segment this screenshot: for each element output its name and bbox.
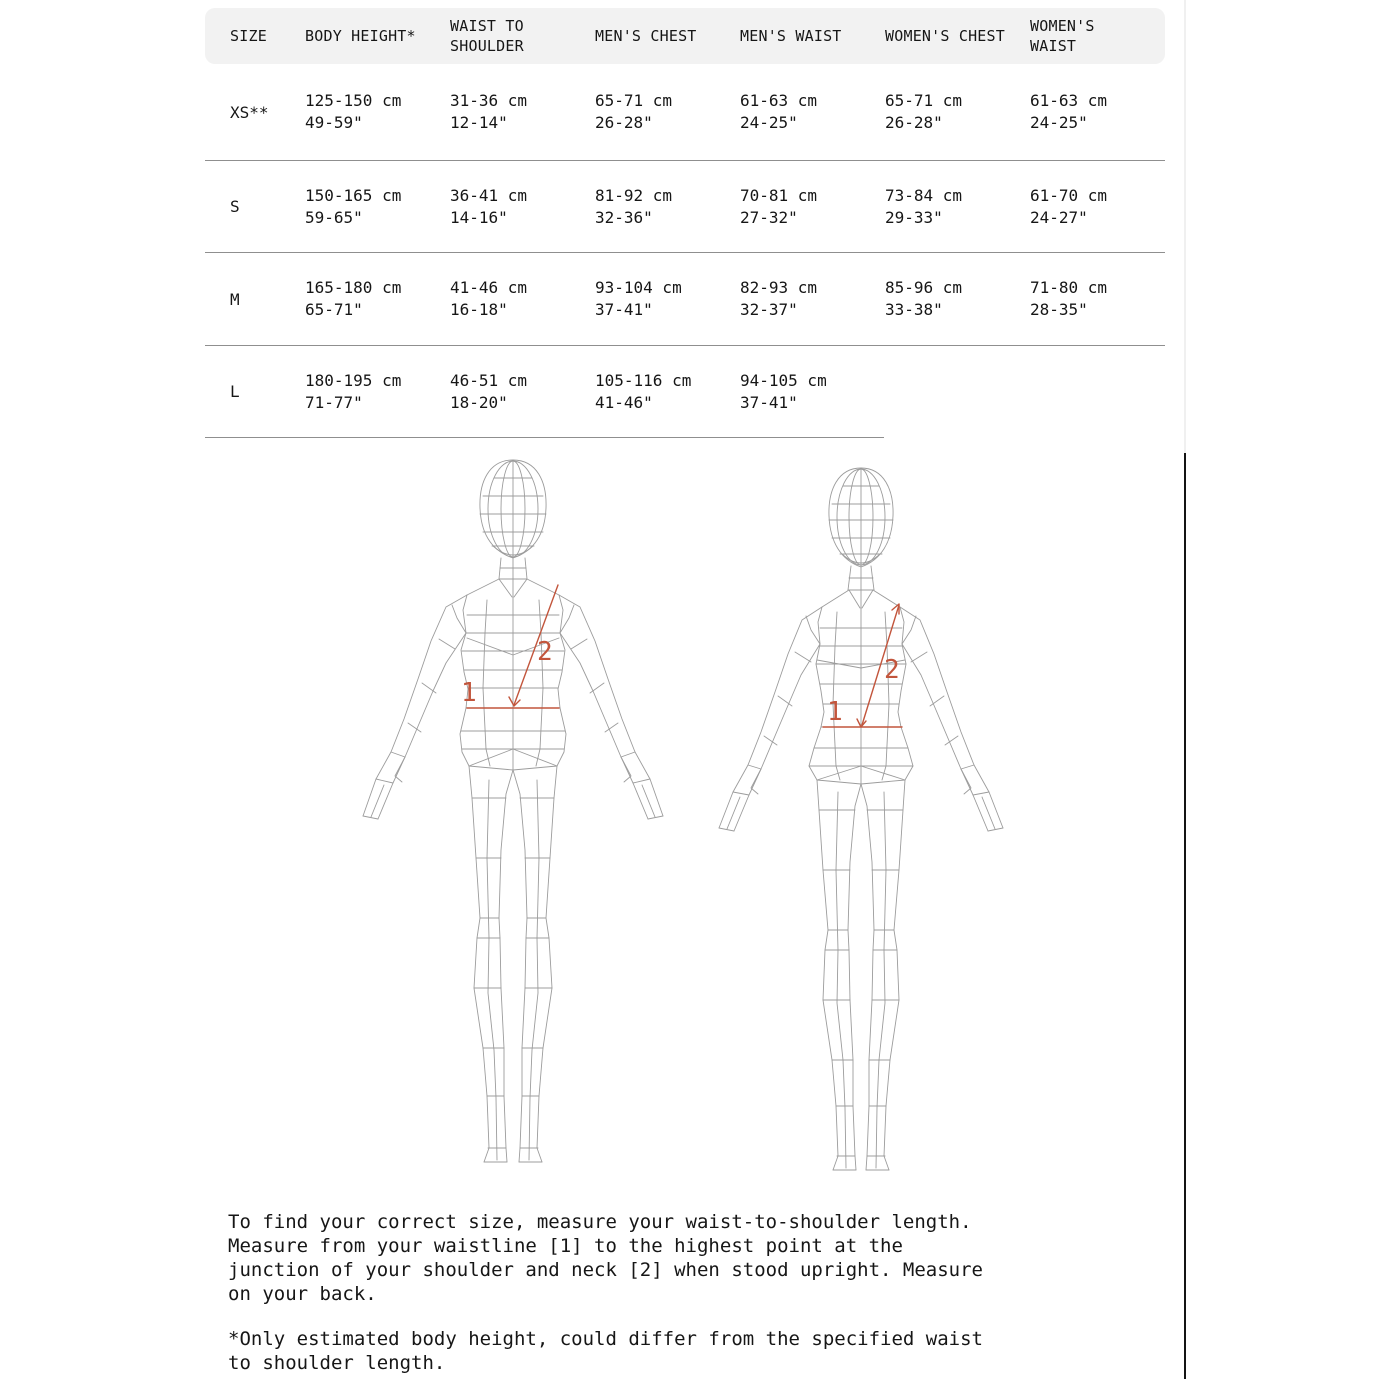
- table-cell: 81-92 cm 32-36": [595, 185, 673, 227]
- female-shoulder-measurement-label: 2: [884, 655, 900, 685]
- footnote-line: to shoulder length.: [228, 1352, 446, 1374]
- column-header-body-height: BODY HEIGHT*: [305, 27, 416, 45]
- table-row-xs: [205, 64, 1165, 161]
- column-header-mens-waist: MEN'S WAIST: [740, 27, 842, 45]
- size-label: S: [230, 197, 240, 216]
- male-wireframe-mesh: [363, 460, 663, 1162]
- table-cell: 82-93 cm 32-37": [740, 278, 818, 319]
- table-row-s: [205, 161, 1165, 253]
- column-header-size: SIZE: [230, 27, 267, 45]
- table-row-m: [205, 253, 1165, 346]
- column-header-mens-chest: MEN'S CHEST: [595, 27, 697, 45]
- table-cell: 65-71 cm 26-28": [595, 91, 673, 132]
- size-chart-table: [205, 8, 1165, 438]
- table-header-row: [205, 8, 1165, 64]
- table-cell: 61-63 cm 24-25": [1030, 91, 1108, 132]
- measurement-instructions: [228, 1210, 983, 1375]
- column-header-waist-to-shoulder: WAIST TO SHOULDER: [450, 17, 524, 55]
- table-cell: 165-180 cm 65-71": [305, 278, 402, 319]
- table-cell: 31-36 cm 12-14": [450, 91, 528, 132]
- female-arrowhead-bottom: [857, 719, 866, 727]
- male-waist-measurement-label: 1: [461, 678, 477, 708]
- table-cell: 61-63 cm 24-25": [740, 91, 818, 132]
- table-cell: 73-84 cm 29-33": [885, 185, 963, 227]
- table-cell: 46-51 cm 18-20": [450, 370, 528, 412]
- size-label: XS**: [230, 102, 269, 122]
- table-cell: 70-81 cm 27-32": [740, 185, 818, 227]
- table-cell: 36-41 cm 14-16": [450, 185, 528, 227]
- table-cell: 61-70 cm 24-27": [1030, 185, 1108, 227]
- table-cell: 94-105 cm 37-41": [740, 370, 827, 412]
- table-cell: 150-165 cm 59-65": [305, 185, 402, 227]
- how-to-text-line: on your back.: [228, 1283, 377, 1305]
- footnote-line: *Only estimated body height, could differ from the specified waist: [228, 1328, 983, 1350]
- column-header-womens-chest: WOMEN'S CHEST: [885, 27, 1005, 45]
- table-cell: 180-195 cm 71-77": [305, 370, 402, 412]
- how-to-text-line: junction of your shoulder and neck [2] when stood upright. Measure: [228, 1259, 983, 1281]
- table-cell: 85-96 cm 33-38": [885, 278, 963, 319]
- female-wireframe-mesh: [719, 468, 1003, 1170]
- male-measurement-annotations: [461, 585, 559, 708]
- body-height-footnote: [228, 1327, 983, 1375]
- male-arrowhead: [509, 697, 520, 706]
- female-waist-measurement-label: 1: [827, 697, 843, 727]
- table-cell: 93-104 cm 37-41": [595, 278, 682, 319]
- size-label: L: [230, 382, 240, 401]
- table-cell: 41-46 cm 16-18": [450, 278, 528, 319]
- female-figure-illustration: [701, 458, 1021, 1172]
- table-cell: 71-80 cm 28-35": [1030, 278, 1108, 319]
- how-to-text-line: Measure from your waistline [1] to the highest point at the: [228, 1235, 903, 1257]
- female-measurement-annotations: [823, 604, 902, 727]
- male-figure-illustration: [353, 448, 673, 1168]
- table-cell: 105-116 cm 41-46": [595, 370, 692, 412]
- table-row-l: [205, 346, 1165, 437]
- table-cell: 65-71 cm 26-28": [885, 91, 963, 132]
- table-cell: 125-150 cm 49-59": [305, 91, 402, 132]
- how-to-text-line: To find your correct size, measure your waist-to-shoulder length.: [228, 1211, 972, 1233]
- table-bottom-divider: [205, 437, 884, 438]
- column-header-womens-waist: WOMEN'S WAIST: [1030, 17, 1095, 55]
- male-shoulder-measurement-label: 2: [537, 637, 553, 667]
- scrollbar-thumb[interactable]: [1184, 453, 1186, 1379]
- size-label: M: [230, 289, 240, 309]
